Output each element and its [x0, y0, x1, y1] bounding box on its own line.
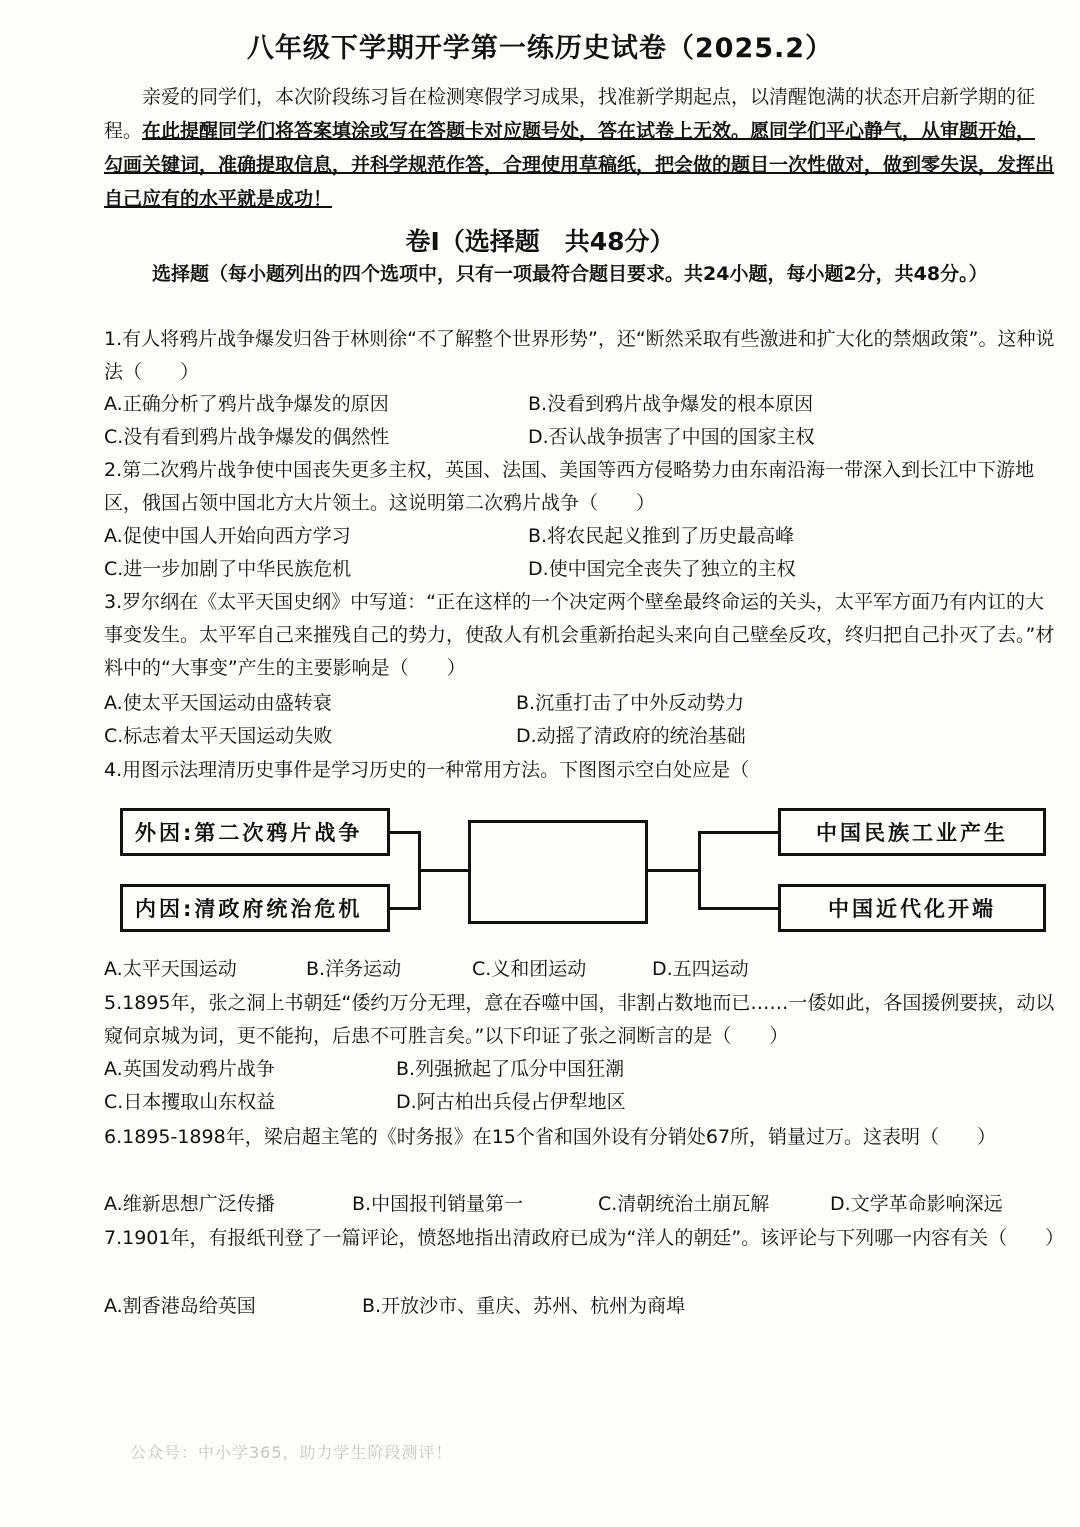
section-instructions: 选择题（每小题列出的四个选项中，只有一项最符合题目要求。共24小题，每小题2分，共48分。）	[152, 263, 988, 285]
footer-watermark: 公众号：中小学365，助力学生阶段测评！	[130, 1443, 453, 1462]
question-4-diagram	[100, 798, 1008, 948]
question-4-option-c[interactable]: C.义和团运动	[472, 958, 587, 980]
question-6-stem: 6.1895-1898年，梁启超主笔的《时务报》在15个省和国外设有分销处67所，销量过万。这表明（ ）	[104, 1126, 997, 1148]
question-6-option-d[interactable]: D.文学革命影响深远	[830, 1193, 1003, 1215]
question-1-option-b[interactable]: B.没看到鸦片战争爆发的根本原因	[528, 393, 814, 415]
question-1-option-d[interactable]: D.否认战争损害了中国的国家主权	[528, 426, 815, 448]
diagram-connector	[390, 831, 420, 834]
intro-emphasis: 在此提醒同学们将答案填涂或写在答题卡对应题号处，答在试卷上无效。愿同学们平心静气，从审题开始，勾画关键词，准确提取信息，并科学规范作答，合理使用草稿纸，把会做的题目一次性做对，做到零失误，发挥出自己应有的水平就是成功！	[104, 120, 1055, 210]
question-2-stem: 2.第二次鸦片战争使中国丧失更多主权，英国、法国、美国等西方侵略势力由东南沿海一带深入到长江中下游地区，俄国占领中国北方大片领土。这说明第二次鸦片战争（ ）	[104, 459, 1035, 514]
question-5-option-a[interactable]: A.英国发动鸦片战争	[104, 1058, 275, 1080]
question-1-option-a[interactable]: A.正确分析了鸦片战争爆发的原因	[104, 393, 389, 415]
question-2-option-b[interactable]: B.将农民起义推到了历史最高峰	[528, 525, 795, 547]
question-4-option-a[interactable]: A.太平天国运动	[104, 958, 237, 980]
question-7-option-b[interactable]: B.开放沙市、重庆、苏州、杭州为商埠	[362, 1295, 686, 1317]
exam-title: 八年级下学期开学第一练历史试卷（2025.2）	[246, 33, 834, 64]
question-7-stem: 7.1901年，有报纸刊登了一篇评论，愤怒地指出清政府已成为“洋人的朝廷”。该评论与下列哪一内容有关（ ）	[104, 1227, 1065, 1249]
diagram-blank-box[interactable]	[468, 820, 648, 924]
question-6-option-b[interactable]: B.中国报刊销量第一	[352, 1193, 524, 1215]
diagram-box-result-modernization: 中国近代化开端	[778, 884, 1046, 932]
question-5-option-b[interactable]: B.列强掀起了瓜分中国狂潮	[396, 1058, 625, 1080]
question-6-option-a[interactable]: A.维新思想广泛传播	[104, 1193, 275, 1215]
question-1-stem: 1.有人将鸦片战争爆发归咎于林则徐“不了解整个世界形势”，还“断然采取有些激进和扩大化的禁烟政策”。这种说法（ ）	[104, 328, 1055, 383]
question-3-stem: 3.罗尔纲在《太平天国史纲》中写道：“正在这样的一个决定两个壁垒最终命运的关头，太平军方面乃有内讧的大事变发生。太平军自己来摧残自己的势力，使敌人有机会重新抬起头来向自己壁垒反攻，终归把自己扑灭了去。”材料中的“大事变”产生的主要影响是（ ）	[104, 591, 1055, 679]
question-5-stem: 5.1895年，张之洞上书朝廷“倭约万分无理，意在吞噬中国，非割占数地而已……一倭如此，各国援例要挟，动以窥伺京城为词，更不能拘，后患不可胜言矣。”以下印证了张之洞断言的是（ ）	[104, 992, 1055, 1047]
question-4-option-b[interactable]: B.洋务运动	[306, 958, 402, 980]
diagram-box-result-industry: 中国民族工业产生	[778, 808, 1046, 856]
diagram-box-internal-cause: 内因:清政府统治危机	[120, 884, 390, 932]
question-2-option-d[interactable]: D.使中国完全丧失了独立的主权	[528, 558, 796, 580]
question-6-option-c[interactable]: C.清朝统治土崩瓦解	[598, 1193, 770, 1215]
diagram-connector	[698, 907, 778, 910]
question-3-option-a[interactable]: A.使太平天国运动由盛转衰	[104, 692, 332, 714]
question-5-option-c[interactable]: C.日本攫取山东权益	[104, 1091, 276, 1113]
question-2-option-c[interactable]: C.进一步加剧了中华民族危机	[104, 558, 352, 580]
diagram-connector	[648, 869, 700, 872]
diagram-connector	[698, 831, 778, 834]
intro-paragraph	[104, 80, 1054, 216]
section-title: 卷Ⅰ（选择题 共48分）	[405, 227, 675, 256]
question-3-option-b[interactable]: B.沉重打击了中外反动势力	[516, 692, 745, 714]
diagram-connector	[390, 907, 420, 910]
diagram-box-external-cause: 外因:第二次鸦片战争	[120, 808, 390, 856]
question-4-option-d[interactable]: D.五四运动	[652, 958, 749, 980]
diagram-connector	[698, 831, 701, 910]
question-5-option-d[interactable]: D.阿古柏出兵侵占伊犁地区	[396, 1091, 626, 1113]
question-1-option-c[interactable]: C.没有看到鸦片战争爆发的偶然性	[104, 426, 390, 448]
diagram-connector	[418, 869, 468, 872]
question-7-option-a[interactable]: A.割香港岛给英国	[104, 1295, 256, 1317]
question-3-option-c[interactable]: C.标志着太平天国运动失败	[104, 725, 333, 747]
intro-text: 亲爱的同学们，本次阶段练习旨在检测寒假学习成果，找准新学期起点，以清醒饱满的状态开启新学期的征程。在此提醒同学们将答案填涂或写在答题卡对应题号处，答在试卷上无效。愿同学们平心静气，从审题开始，勾画关键词，准确提取信息，并科学规范作答，合理使用草稿纸，把会做的题目一次性做对，做到零失误，发挥出自己应有的水平就是成功！	[104, 86, 1055, 210]
question-3-option-d[interactable]: D.动摇了清政府的统治基础	[516, 725, 746, 747]
question-4-stem: 4.用图示法理清历史事件是学习历史的一种常用方法。下图图示空白处应是（	[104, 759, 750, 781]
question-2-option-a[interactable]: A.促使中国人开始向西方学习	[104, 525, 351, 547]
